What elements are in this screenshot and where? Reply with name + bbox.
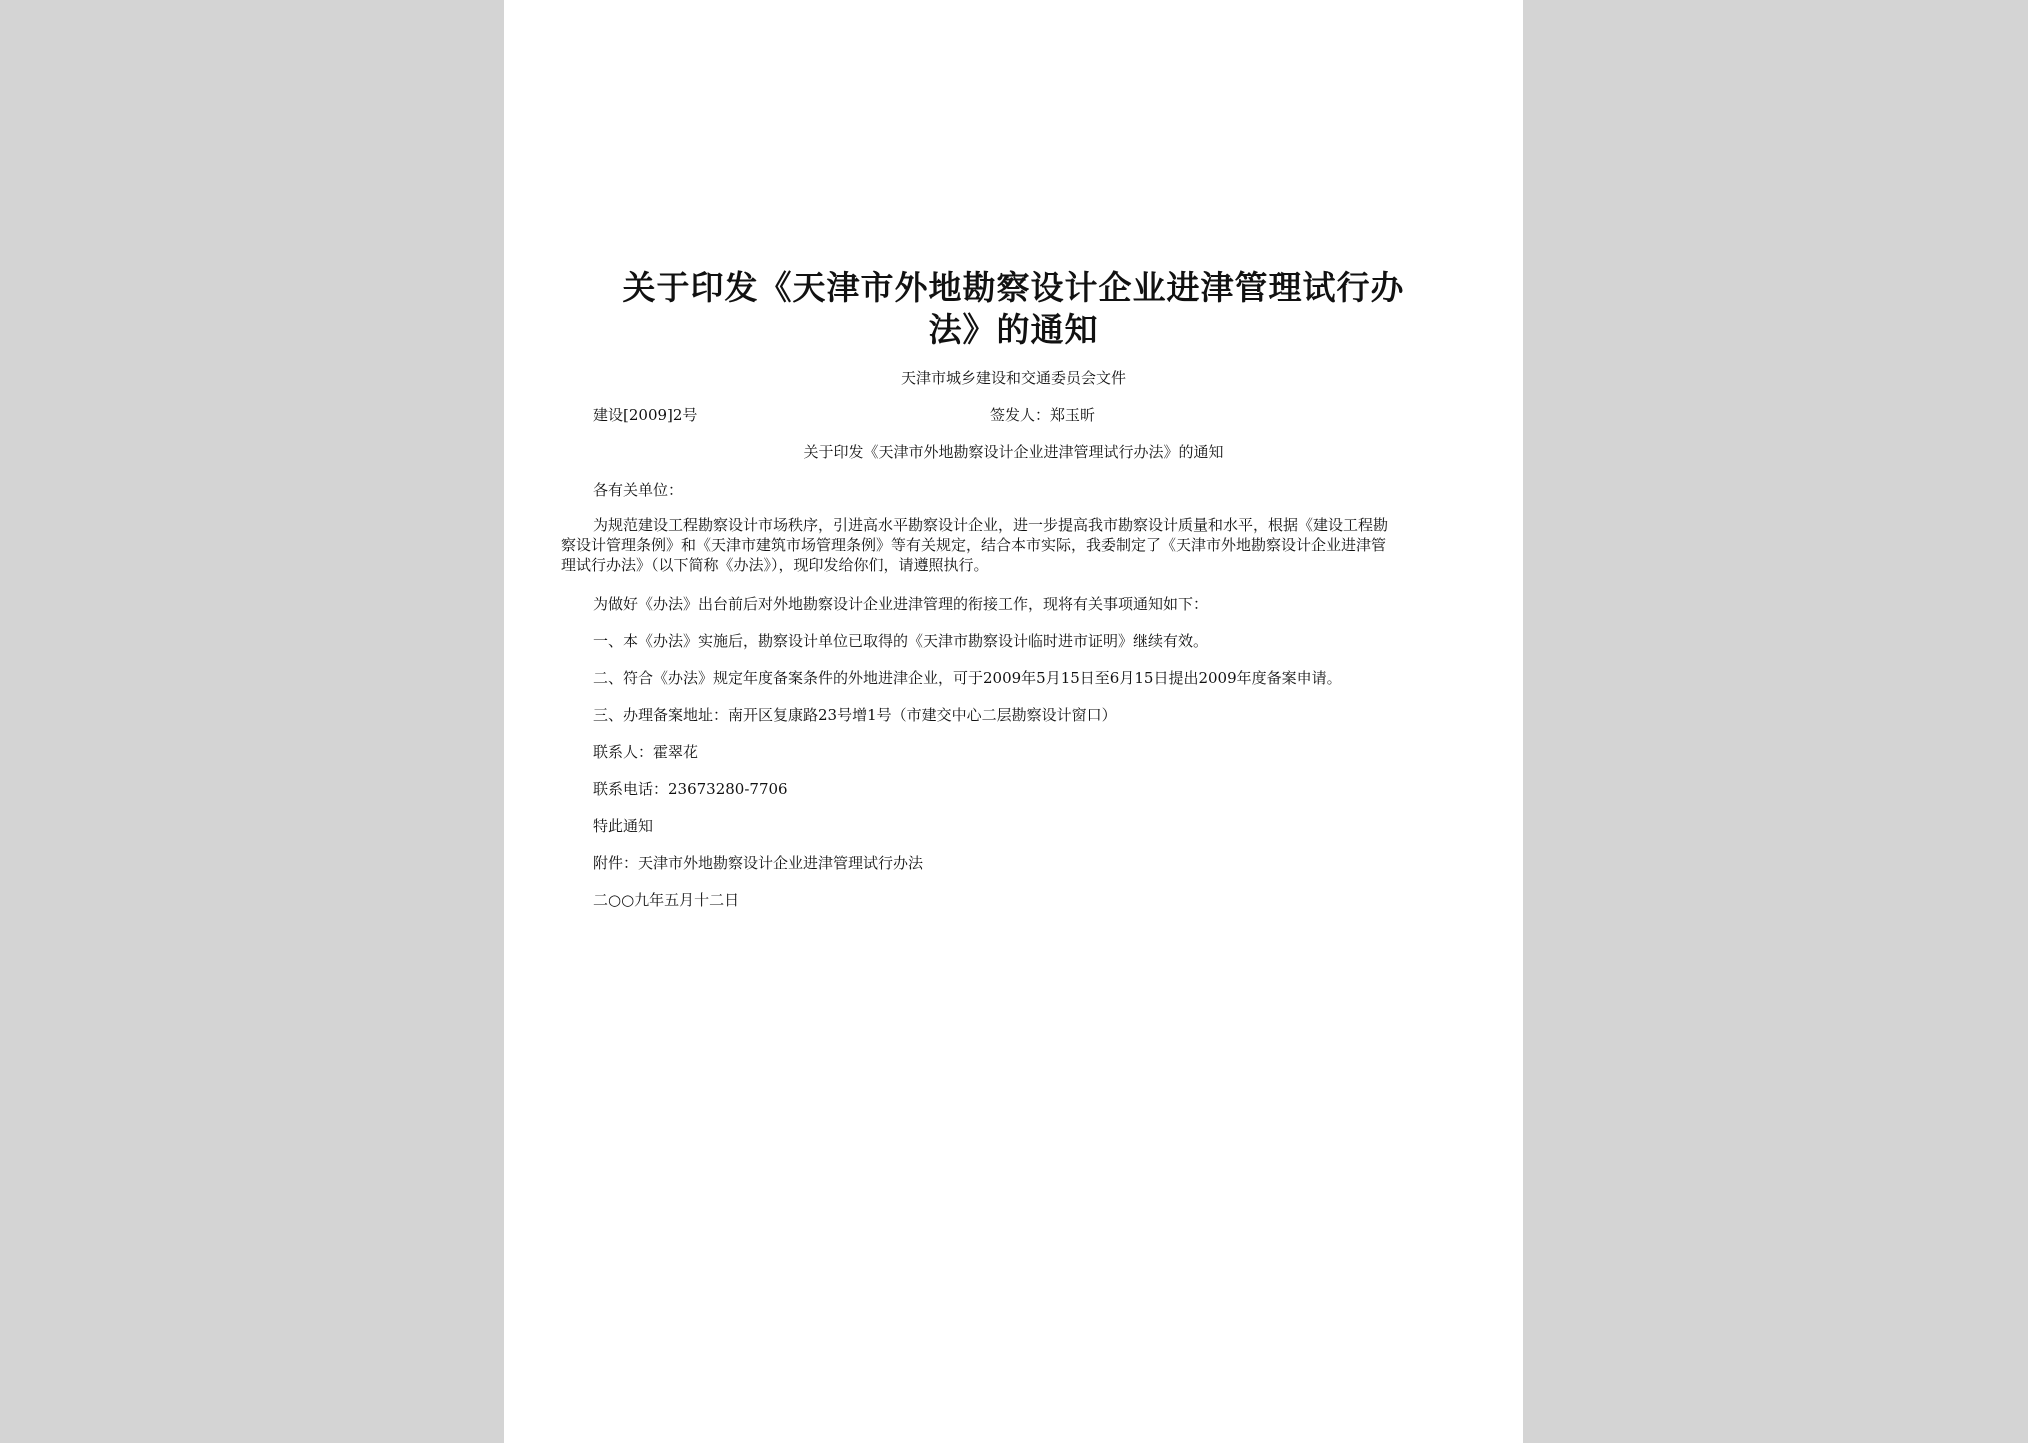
paragraph-1-line-1: 为规范建设工程勘察设计市场秩序，引进高水平勘察设计企业，进一步提高我市勘察设计质量和水平，根据《建设工程勘 <box>593 516 1389 534</box>
document-title-line2: 法》的通知 <box>928 310 1099 349</box>
document-number: 建设[2009]2号 <box>593 406 698 424</box>
document-title-line1: 关于印发《天津市外地勘察设计企业进津管理试行办 <box>622 268 1405 307</box>
issuer-line: 天津市城乡建设和交通委员会文件 <box>900 369 1126 387</box>
document-page <box>504 0 1523 1443</box>
body-paragraph-1 <box>561 515 1466 575</box>
paragraph-1-line-2: 察设计管理条例》和《天津市建筑市场管理条例》等有关规定，结合本市实际，我委制定了《天津市外地勘察设计企业进津管 <box>561 536 1387 554</box>
contact-phone: 联系电话：23673280-7706 <box>593 780 788 798</box>
contact-person: 联系人：霍翠花 <box>593 743 699 761</box>
document-date: 二○○九年五月十二日 <box>593 891 740 909</box>
notice-item-2: 二、符合《办法》规定年度备案条件的外地进津企业，可于2009年5月15日至6月15日提出2009年度备案申请。 <box>593 669 1342 687</box>
closing-line: 特此通知 <box>593 817 654 835</box>
paragraph-1-line-3: 理试行办法》（以下简称《办法》），现印发给你们，请遵照执行。 <box>561 556 989 574</box>
notice-item-1: 一、本《办法》实施后，勘察设计单位已取得的《天津市勘察设计临时进市证明》继续有效。 <box>593 632 1209 650</box>
notice-subtitle: 关于印发《天津市外地勘察设计企业进津管理试行办法》的通知 <box>803 443 1224 461</box>
salutation: 各有关单位： <box>593 481 684 499</box>
signer-line: 签发人：郑玉昕 <box>990 406 1096 424</box>
body-paragraph-2: 为做好《办法》出台前后对外地勘察设计企业进津管理的衔接工作，现将有关事项通知如下： <box>593 595 1209 613</box>
attachment-line: 附件：天津市外地勘察设计企业进津管理试行办法 <box>593 854 924 872</box>
notice-item-3: 三、办理备案地址：南开区复康路23号增1号（市建交中心二层勘察设计窗口） <box>593 706 1117 724</box>
